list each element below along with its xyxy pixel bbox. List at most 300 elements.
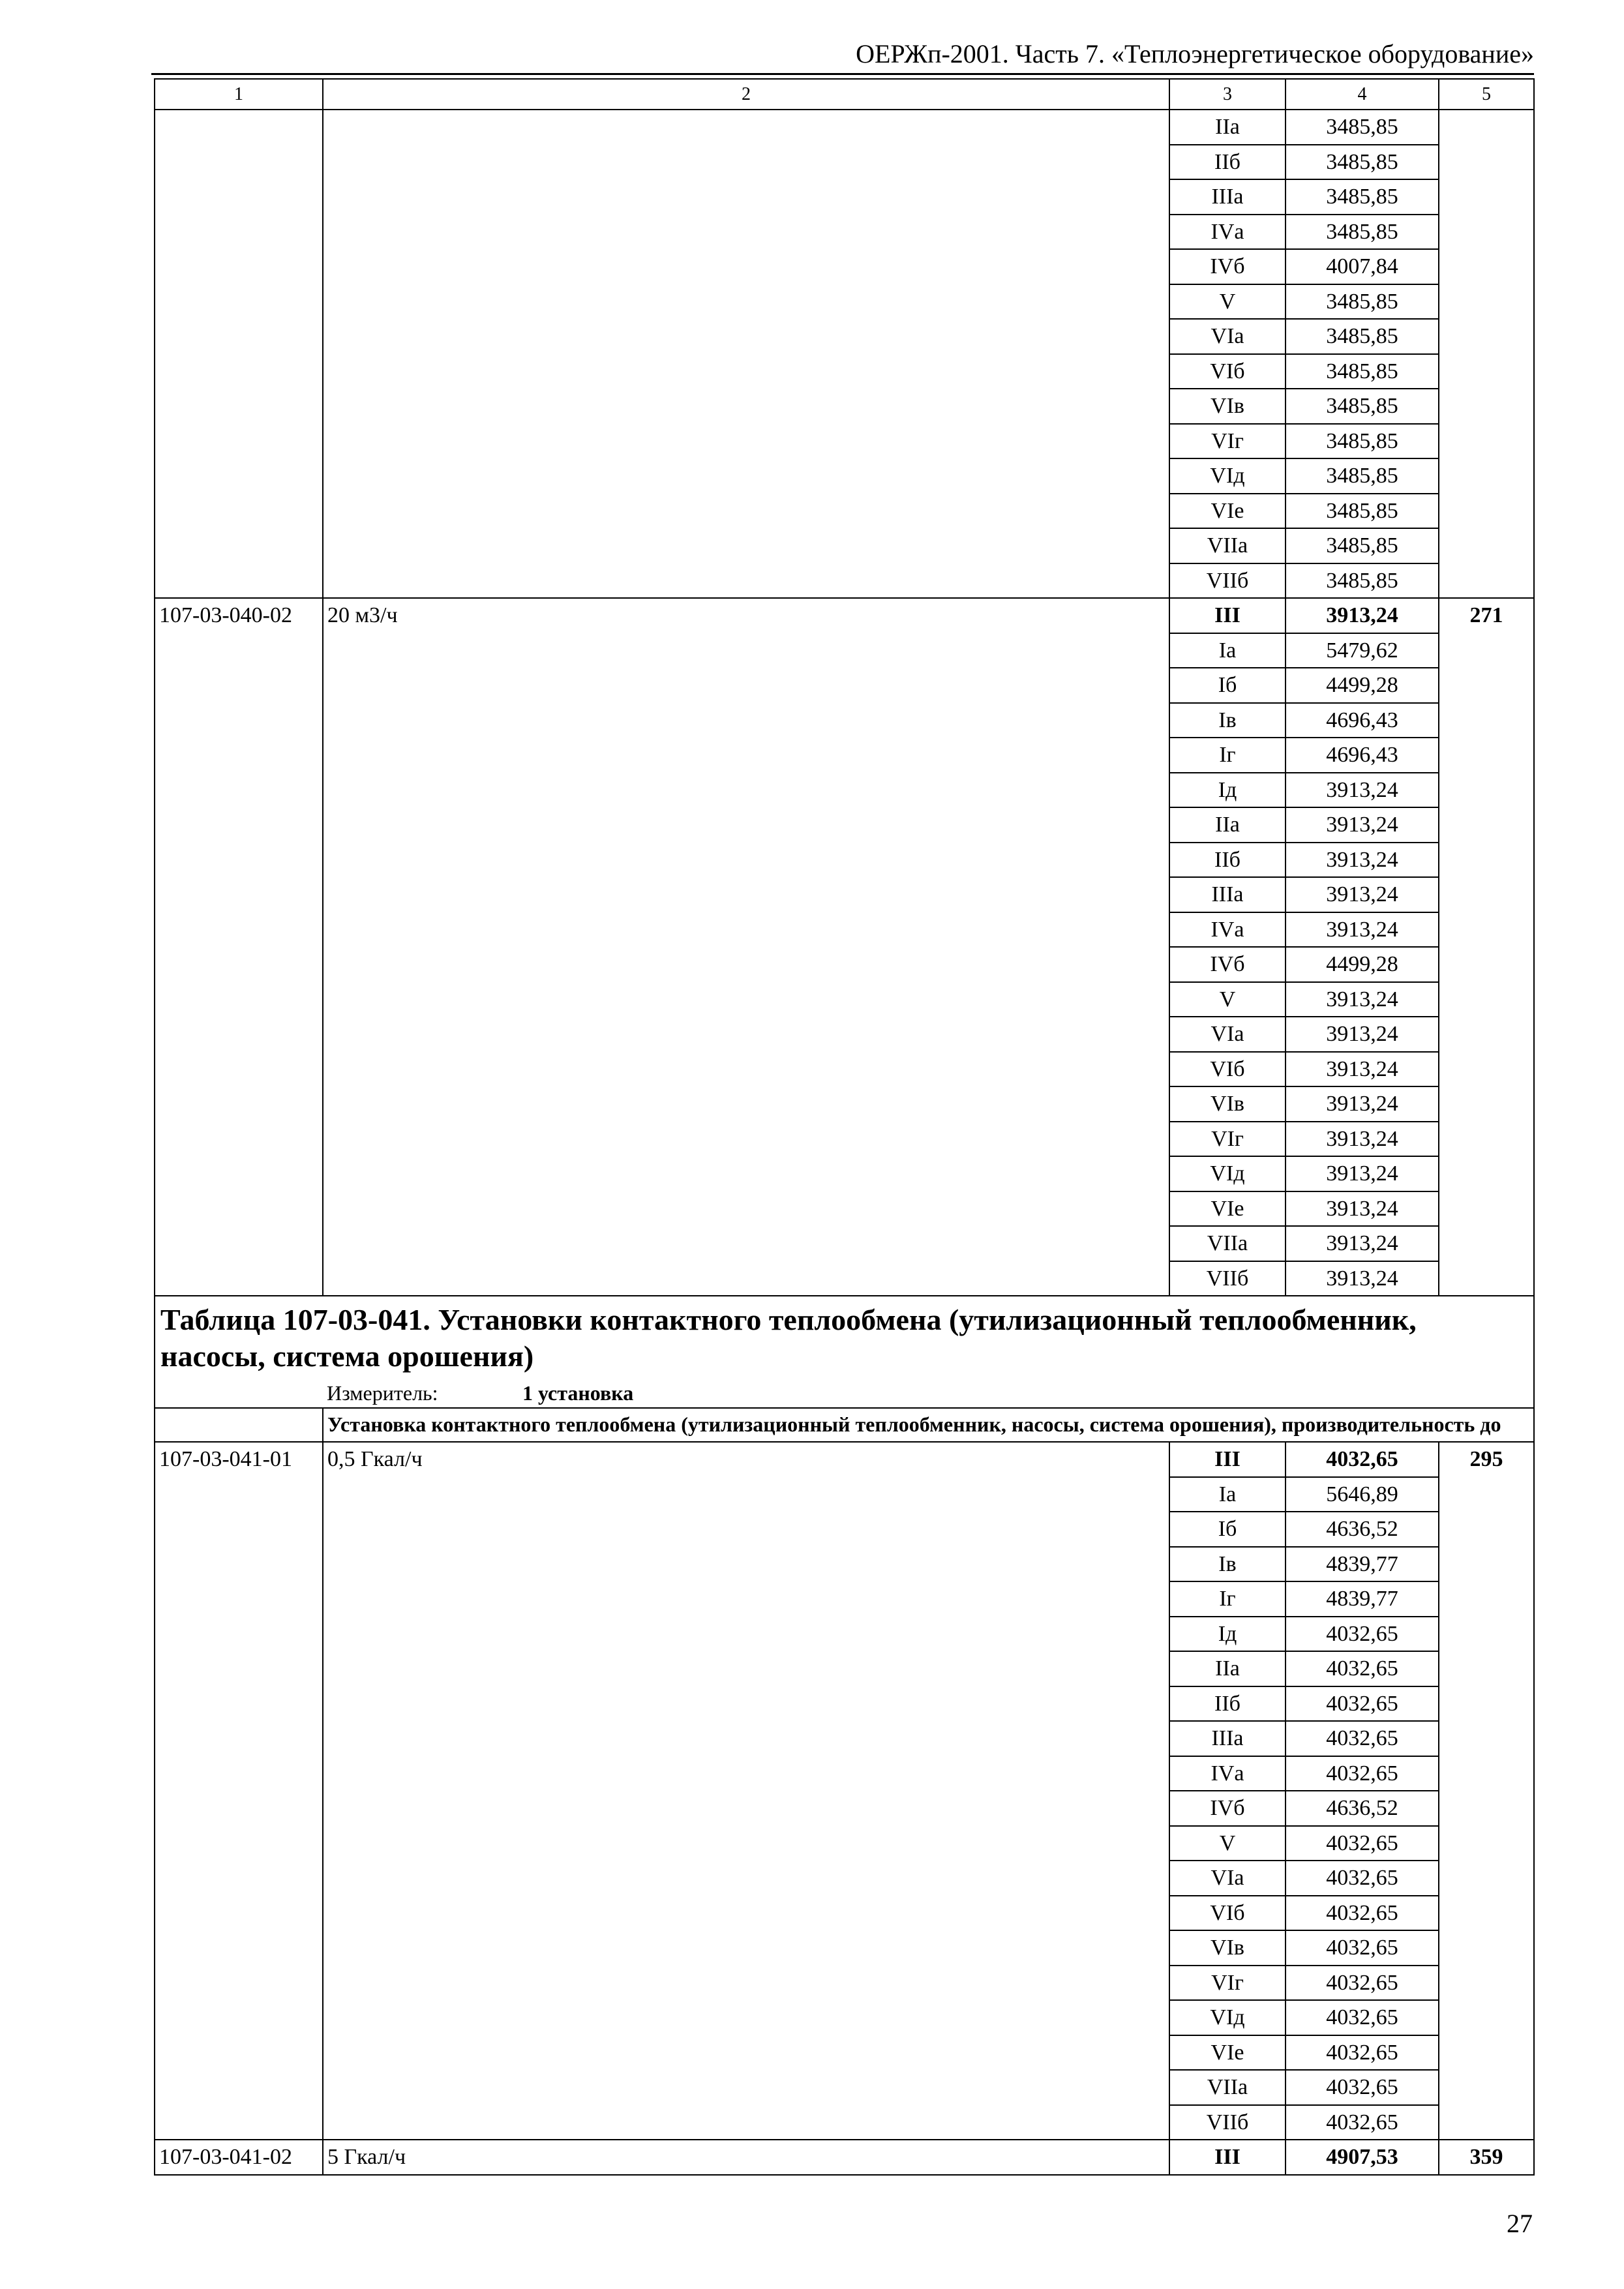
code-cell (155, 1826, 323, 1861)
col5-cell (1439, 807, 1534, 843)
table-row (155, 877, 1534, 912)
description-row (155, 1408, 1534, 1442)
price-cell: 3485,85 (1286, 389, 1439, 424)
zone-cell: VIг (1169, 1966, 1286, 2001)
price-cell: 3485,85 (1286, 145, 1439, 180)
name-cell (323, 633, 1169, 668)
code-cell (155, 2035, 323, 2071)
price-cell: 3485,85 (1286, 215, 1439, 250)
table-row (155, 458, 1534, 494)
col5-cell (1439, 1756, 1534, 1791)
zone-cell: IIб (1169, 145, 1286, 180)
price-cell: 4032,65 (1286, 1686, 1439, 1722)
code-cell (155, 179, 323, 215)
name-cell (323, 1512, 1169, 1547)
page-number: 27 (1507, 2209, 1533, 2238)
name-cell (323, 1791, 1169, 1826)
zone-cell: IIб (1169, 1686, 1286, 1722)
col5-cell (1439, 1156, 1534, 1191)
table-row (155, 1017, 1534, 1052)
zone-cell: VIв (1169, 389, 1286, 424)
measure-spacer (155, 1379, 323, 1408)
name-cell (323, 738, 1169, 773)
entry-zone: III (1169, 2140, 1286, 2175)
price-cell: 3913,24 (1286, 807, 1439, 843)
table-row (155, 773, 1534, 808)
table-row (155, 1052, 1534, 1087)
zone-cell: Iд (1169, 1617, 1286, 1652)
price-cell: 4032,65 (1286, 2000, 1439, 2035)
name-cell (323, 947, 1169, 982)
zone-cell: VIд (1169, 458, 1286, 494)
entry-name: 0,5 Гкал/ч (323, 1442, 1169, 1477)
table-row (155, 424, 1534, 459)
price-cell: 3913,24 (1286, 1017, 1439, 1052)
zone-cell: VIе (1169, 2035, 1286, 2071)
entry-price: 3913,24 (1286, 598, 1439, 633)
entry-code: 107-03-041-02 (155, 2140, 323, 2175)
table-row (155, 703, 1534, 738)
name-cell (323, 668, 1169, 703)
price-cell: 3913,24 (1286, 843, 1439, 878)
entry-col5: 295 (1439, 1442, 1534, 1477)
col5-cell (1439, 1686, 1534, 1722)
code-cell (155, 2070, 323, 2105)
name-cell (323, 1156, 1169, 1191)
price-cell: 4636,52 (1286, 1791, 1439, 1826)
name-cell (323, 319, 1169, 354)
col5-cell (1439, 1122, 1534, 1157)
price-cell: 3485,85 (1286, 354, 1439, 389)
col5-cell (1439, 1791, 1534, 1826)
zone-cell: Iб (1169, 1512, 1286, 1547)
price-cell: 4032,65 (1286, 1896, 1439, 1931)
entry-row (155, 1442, 1534, 1477)
zone-cell: VIа (1169, 1017, 1286, 1052)
table-row (155, 947, 1534, 982)
table-row (155, 807, 1534, 843)
name-cell (323, 1547, 1169, 1582)
price-cell: 3913,24 (1286, 877, 1439, 912)
table-row (155, 843, 1534, 878)
price-cell: 4032,65 (1286, 2070, 1439, 2105)
table-row (155, 354, 1534, 389)
zone-cell: VIIа (1169, 1226, 1286, 1261)
price-cell: 3913,24 (1286, 1052, 1439, 1087)
col5-cell (1439, 284, 1534, 320)
name-cell (323, 2105, 1169, 2140)
zone-cell: IVа (1169, 215, 1286, 250)
col5-cell (1439, 1861, 1534, 1896)
table-row (155, 284, 1534, 320)
price-cell: 4032,65 (1286, 1826, 1439, 1861)
col5-cell (1439, 738, 1534, 773)
price-cell: 3913,24 (1286, 1191, 1439, 1227)
table-row (155, 1477, 1534, 1512)
name-cell (323, 424, 1169, 459)
col5-cell (1439, 947, 1534, 982)
name-cell (323, 1052, 1169, 1087)
code-cell (155, 1721, 323, 1756)
zone-cell: V (1169, 982, 1286, 1017)
code-cell (155, 912, 323, 948)
col5-cell (1439, 2105, 1534, 2140)
name-cell (323, 145, 1169, 180)
zone-cell: Iг (1169, 738, 1286, 773)
name-cell (323, 1191, 1169, 1227)
code-cell (155, 1156, 323, 1191)
code-cell (155, 1512, 323, 1547)
price-cell: 4636,52 (1286, 1512, 1439, 1547)
table-row (155, 1086, 1534, 1122)
measure-cell (323, 1379, 1534, 1408)
table-row (155, 982, 1534, 1017)
col5-cell (1439, 1651, 1534, 1686)
table-row (155, 1191, 1534, 1227)
code-cell (155, 1756, 323, 1791)
zone-cell: VIб (1169, 1896, 1286, 1931)
price-cell: 4032,65 (1286, 1651, 1439, 1686)
zone-cell: VIг (1169, 424, 1286, 459)
col5-cell (1439, 843, 1534, 878)
price-cell: 3913,24 (1286, 1086, 1439, 1122)
code-cell (155, 738, 323, 773)
price-cell: 4499,28 (1286, 668, 1439, 703)
price-cell: 4696,43 (1286, 738, 1439, 773)
code-cell (155, 1086, 323, 1122)
zone-cell: Iг (1169, 1581, 1286, 1617)
price-cell: 4032,65 (1286, 1930, 1439, 1966)
code-cell (155, 1966, 323, 2001)
name-cell (323, 1966, 1169, 2001)
table-row (155, 1581, 1534, 1617)
col5-cell (1439, 2070, 1534, 2105)
zone-cell: IVа (1169, 912, 1286, 948)
col5-cell (1439, 110, 1534, 145)
price-cell: 4032,65 (1286, 1721, 1439, 1756)
col5-cell (1439, 1191, 1534, 1227)
code-cell (155, 773, 323, 808)
code-cell (155, 563, 323, 599)
price-cell: 4839,77 (1286, 1581, 1439, 1617)
zone-cell: IIIа (1169, 1721, 1286, 1756)
page-header: ОЕРЖп-2001. Часть 7. «Теплоэнергетическое оборудование» (856, 39, 1534, 68)
col5-cell (1439, 179, 1534, 215)
col5-cell (1439, 1052, 1534, 1087)
code-cell (155, 1052, 323, 1087)
table-row (155, 319, 1534, 354)
table-row (155, 145, 1534, 180)
code-cell (155, 2105, 323, 2140)
price-cell: 3485,85 (1286, 110, 1439, 145)
name-cell (323, 1896, 1169, 1931)
col5-cell (1439, 1617, 1534, 1652)
entry-price: 4907,53 (1286, 2140, 1439, 2175)
name-cell (323, 877, 1169, 912)
zone-cell: VIд (1169, 1156, 1286, 1191)
zone-cell: VIб (1169, 1052, 1286, 1087)
zone-cell: Iа (1169, 1477, 1286, 1512)
zone-cell: VIв (1169, 1930, 1286, 1966)
zone-cell: V (1169, 284, 1286, 320)
table-row (155, 1512, 1534, 1547)
price-cell: 4007,84 (1286, 249, 1439, 284)
price-cell: 3913,24 (1286, 1226, 1439, 1261)
code-cell (155, 877, 323, 912)
col5-cell (1439, 528, 1534, 563)
name-cell (323, 1861, 1169, 1896)
col5-cell (1439, 1966, 1534, 2001)
code-cell (155, 1122, 323, 1157)
name-cell (323, 389, 1169, 424)
price-cell: 3485,85 (1286, 494, 1439, 529)
col5-cell (1439, 773, 1534, 808)
col5-cell (1439, 145, 1534, 180)
table-title: Таблица 107-03-041. Установки контактного теплообмена (утилизационный теплообменник, насосы, система орошения) (155, 1296, 1534, 1379)
code-cell (155, 843, 323, 878)
zone-cell: IIб (1169, 843, 1286, 878)
price-cell: 3913,24 (1286, 1156, 1439, 1191)
price-cell: 5479,62 (1286, 633, 1439, 668)
zone-cell: VIIб (1169, 563, 1286, 599)
code-cell (155, 1861, 323, 1896)
entry-row (155, 598, 1534, 633)
table-row (155, 1721, 1534, 1756)
col5-cell (1439, 982, 1534, 1017)
zone-cell: Iв (1169, 703, 1286, 738)
col5-cell (1439, 2000, 1534, 2035)
col5-cell (1439, 389, 1534, 424)
name-cell (323, 249, 1169, 284)
code-cell (155, 1617, 323, 1652)
table-row (155, 668, 1534, 703)
price-cell: 3485,85 (1286, 528, 1439, 563)
price-cell: 3913,24 (1286, 1122, 1439, 1157)
code-cell (155, 145, 323, 180)
zone-cell: V (1169, 1826, 1286, 1861)
code-cell (155, 110, 323, 145)
price-cell: 4032,65 (1286, 1966, 1439, 2001)
code-cell (155, 319, 323, 354)
col5-cell (1439, 1086, 1534, 1122)
zone-cell: Iд (1169, 773, 1286, 808)
code-cell (155, 2000, 323, 2035)
code-cell (155, 982, 323, 1017)
table-row (155, 563, 1534, 599)
col5-cell (1439, 1896, 1534, 1931)
col5-cell (1439, 1017, 1534, 1052)
name-cell (323, 1477, 1169, 1512)
code-cell (155, 1651, 323, 1686)
name-cell (323, 1651, 1169, 1686)
price-cell: 4499,28 (1286, 947, 1439, 982)
price-cell: 4032,65 (1286, 2035, 1439, 2071)
name-cell (323, 1086, 1169, 1122)
code-cell (155, 494, 323, 529)
code-cell (155, 807, 323, 843)
measure-value: 1 установка (522, 1381, 634, 1405)
code-cell (155, 1261, 323, 1296)
zone-cell: IVб (1169, 947, 1286, 982)
column-header-1: 1 (155, 79, 323, 110)
name-cell (323, 354, 1169, 389)
entry-code: 107-03-040-02 (155, 598, 323, 633)
table-row (155, 1930, 1534, 1966)
name-cell (323, 284, 1169, 320)
entry-name: 5 Гкал/ч (323, 2140, 1169, 2175)
zone-cell: Iб (1169, 668, 1286, 703)
price-cell: 3913,24 (1286, 773, 1439, 808)
name-cell (323, 1721, 1169, 1756)
zone-cell: VIе (1169, 494, 1286, 529)
code-cell (155, 424, 323, 459)
zone-cell: IIа (1169, 1651, 1286, 1686)
code-cell (155, 1896, 323, 1931)
col5-cell (1439, 912, 1534, 948)
col5-cell (1439, 1261, 1534, 1296)
table-row (155, 1617, 1534, 1652)
code-cell (155, 354, 323, 389)
price-cell: 3485,85 (1286, 319, 1439, 354)
header-rule (151, 73, 1534, 75)
code-cell (155, 458, 323, 494)
code-cell (155, 249, 323, 284)
name-cell (323, 528, 1169, 563)
entry-zone: III (1169, 1442, 1286, 1477)
entry-name: 20 м3/ч (323, 598, 1169, 633)
price-cell: 3485,85 (1286, 458, 1439, 494)
col5-cell (1439, 1930, 1534, 1966)
name-cell (323, 703, 1169, 738)
table-row (155, 1756, 1534, 1791)
table-row (155, 912, 1534, 948)
name-cell (323, 1017, 1169, 1052)
table-row (155, 1261, 1534, 1296)
code-cell (155, 1686, 323, 1722)
zone-cell: VIа (1169, 1861, 1286, 1896)
col5-cell (1439, 249, 1534, 284)
table-row (155, 528, 1534, 563)
col5-cell (1439, 424, 1534, 459)
zone-cell: IIа (1169, 807, 1286, 843)
code-cell (155, 1017, 323, 1052)
zone-cell: VIIб (1169, 1261, 1286, 1296)
zone-cell: Iв (1169, 1547, 1286, 1582)
col5-cell (1439, 1226, 1534, 1261)
table-row (155, 2105, 1534, 2140)
code-cell (155, 1226, 323, 1261)
price-cell: 4032,65 (1286, 1617, 1439, 1652)
entry-zone: III (1169, 598, 1286, 633)
col5-cell (1439, 1581, 1534, 1617)
price-cell: 4696,43 (1286, 703, 1439, 738)
table-row (155, 633, 1534, 668)
table-row (155, 1966, 1534, 2001)
code-cell (155, 1477, 323, 1512)
col5-cell (1439, 319, 1534, 354)
name-cell (323, 1122, 1169, 1157)
table-row (155, 1896, 1534, 1931)
zone-cell: VIг (1169, 1122, 1286, 1157)
code-cell (155, 1791, 323, 1826)
price-cell: 3485,85 (1286, 179, 1439, 215)
price-cell: 4839,77 (1286, 1547, 1439, 1582)
table-row (155, 1686, 1534, 1722)
price-cell: 3913,24 (1286, 982, 1439, 1017)
table-row (155, 1226, 1534, 1261)
col5-cell (1439, 1512, 1534, 1547)
name-cell (323, 912, 1169, 948)
table-row (155, 1122, 1534, 1157)
name-cell (323, 1226, 1169, 1261)
name-cell (323, 179, 1169, 215)
name-cell (323, 843, 1169, 878)
col5-cell (1439, 633, 1534, 668)
code-cell (155, 389, 323, 424)
price-cell: 4032,65 (1286, 1756, 1439, 1791)
code-cell (155, 215, 323, 250)
name-cell (323, 1826, 1169, 1861)
name-cell (323, 773, 1169, 808)
name-cell (323, 2035, 1169, 2071)
entry-row (155, 2140, 1534, 2175)
name-cell (323, 1930, 1169, 1966)
table-row (155, 2035, 1534, 2071)
price-cell: 5646,89 (1286, 1477, 1439, 1512)
column-header-row (155, 79, 1534, 110)
zone-cell: VIе (1169, 1191, 1286, 1227)
table-title-row (155, 1296, 1534, 1379)
column-header-2: 2 (323, 79, 1169, 110)
table-row (155, 1861, 1534, 1896)
entry-price: 4032,65 (1286, 1442, 1439, 1477)
price-cell: 3485,85 (1286, 424, 1439, 459)
table-row (155, 1156, 1534, 1191)
code-cell (155, 1581, 323, 1617)
code-cell (155, 1547, 323, 1582)
name-cell (323, 458, 1169, 494)
col5-cell (1439, 354, 1534, 389)
table-row (155, 110, 1534, 145)
table-row (155, 249, 1534, 284)
table-row (155, 494, 1534, 529)
name-cell (323, 215, 1169, 250)
zone-cell: IVб (1169, 1791, 1286, 1826)
zone-cell: VIIб (1169, 2105, 1286, 2140)
table-row (155, 389, 1534, 424)
col5-cell (1439, 1477, 1534, 1512)
name-cell (323, 2070, 1169, 2105)
measure-label: Измеритель: (327, 1381, 438, 1405)
table-row (155, 1826, 1534, 1861)
name-cell (323, 110, 1169, 145)
price-cell: 3913,24 (1286, 912, 1439, 948)
col5-cell (1439, 1547, 1534, 1582)
column-header-5: 5 (1439, 79, 1534, 110)
price-cell: 3913,24 (1286, 1261, 1439, 1296)
col5-cell (1439, 1826, 1534, 1861)
col5-cell (1439, 2035, 1534, 2071)
zone-cell: VIIа (1169, 2070, 1286, 2105)
name-cell (323, 494, 1169, 529)
name-cell (323, 807, 1169, 843)
col5-cell (1439, 563, 1534, 599)
entry-col5: 359 (1439, 2140, 1534, 2175)
col5-cell (1439, 215, 1534, 250)
zone-cell: VIIа (1169, 528, 1286, 563)
price-table (154, 78, 1535, 2176)
col5-cell (1439, 458, 1534, 494)
